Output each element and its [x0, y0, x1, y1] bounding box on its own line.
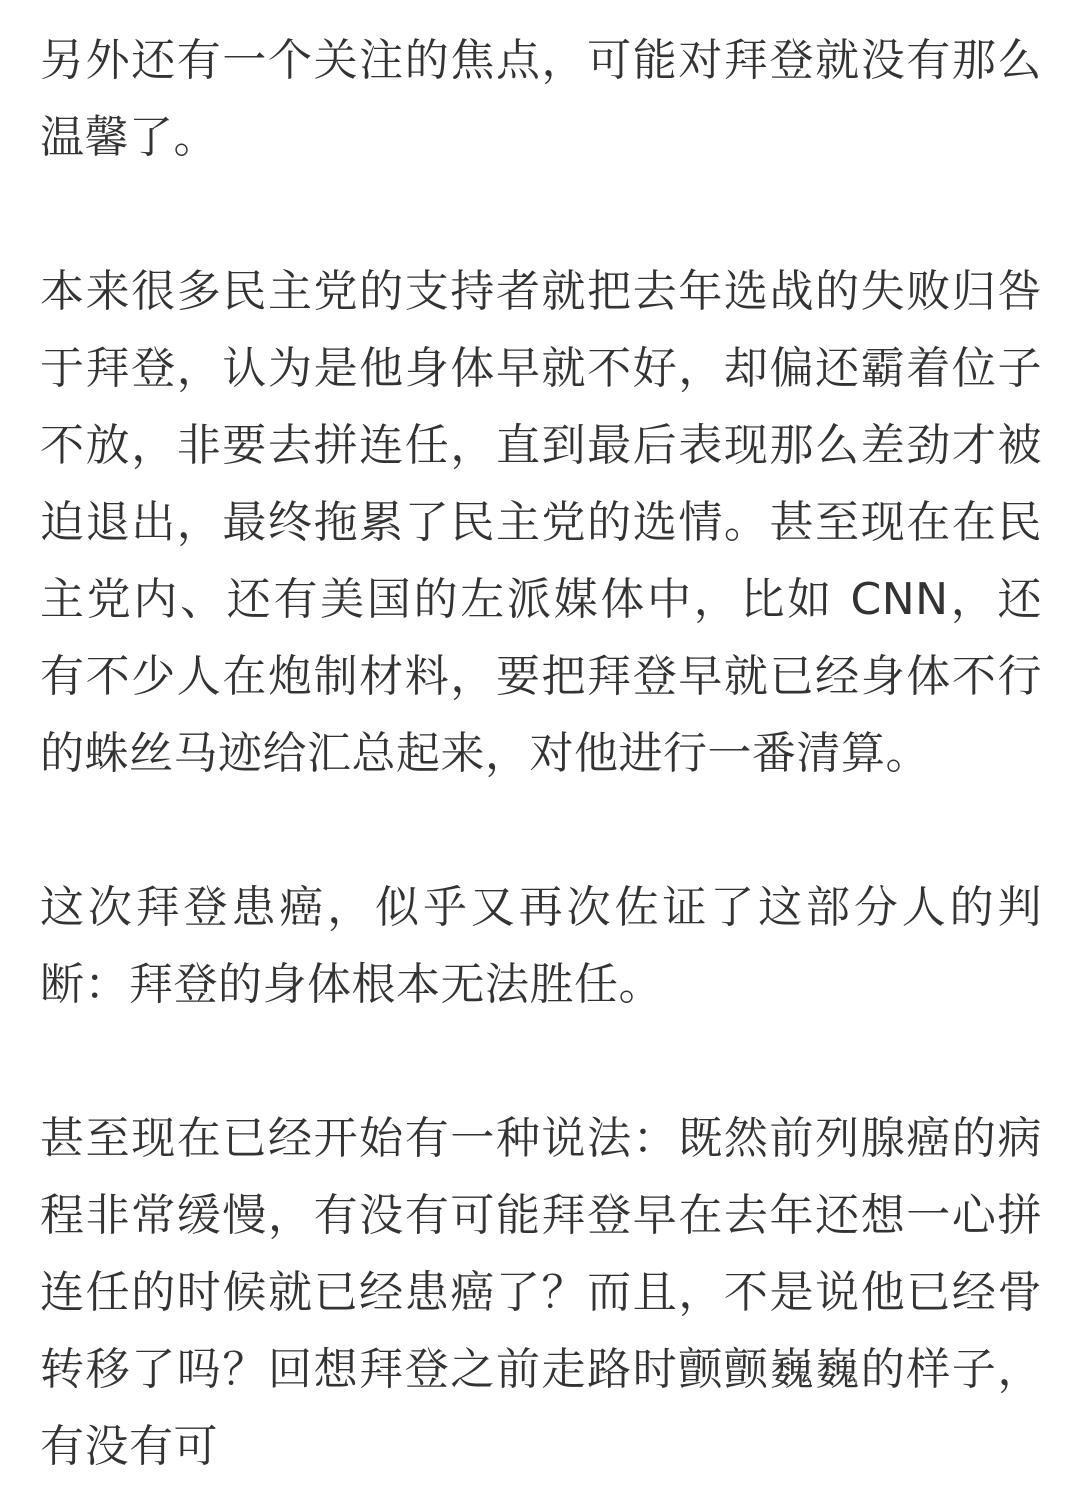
- article-body: [40, 22, 1042, 1485]
- article-paragraph: 本来很多民主党的支持者就把去年选战的失败归咎于拜登，认为是他身体早就不好，却偏还霸着位子不放，非要去拼连任，直到最后表现那么差劲才被迫退出，最终拖累了民主党的选情。甚至现在在民主党内、还有美国的左派媒体中，比如 CNN，还有不少人在炮制材料，要把拜登早就已经身体不行的蛛丝马迹给汇总起来，对他进行一番清算。: [40, 266, 1042, 779]
- article-paragraph: 甚至现在已经开始有一种说法：既然前列腺癌的病程非常缓慢，有没有可能拜登早在去年还想一心拼连任的时候就已经患癌了？而且，不是说他已经骨转移了吗？回想拜登之前走路时颤颤巍巍的样子，有没有可: [40, 1113, 1042, 1472]
- article-paragraph: 另外还有一个关注的焦点，可能对拜登就没有那么温馨了。: [40, 35, 1042, 163]
- article-paragraph: 这次拜登患癌，似乎又再次佐证了这部分人的判断：拜登的身体根本无法胜任。: [40, 882, 1042, 1010]
